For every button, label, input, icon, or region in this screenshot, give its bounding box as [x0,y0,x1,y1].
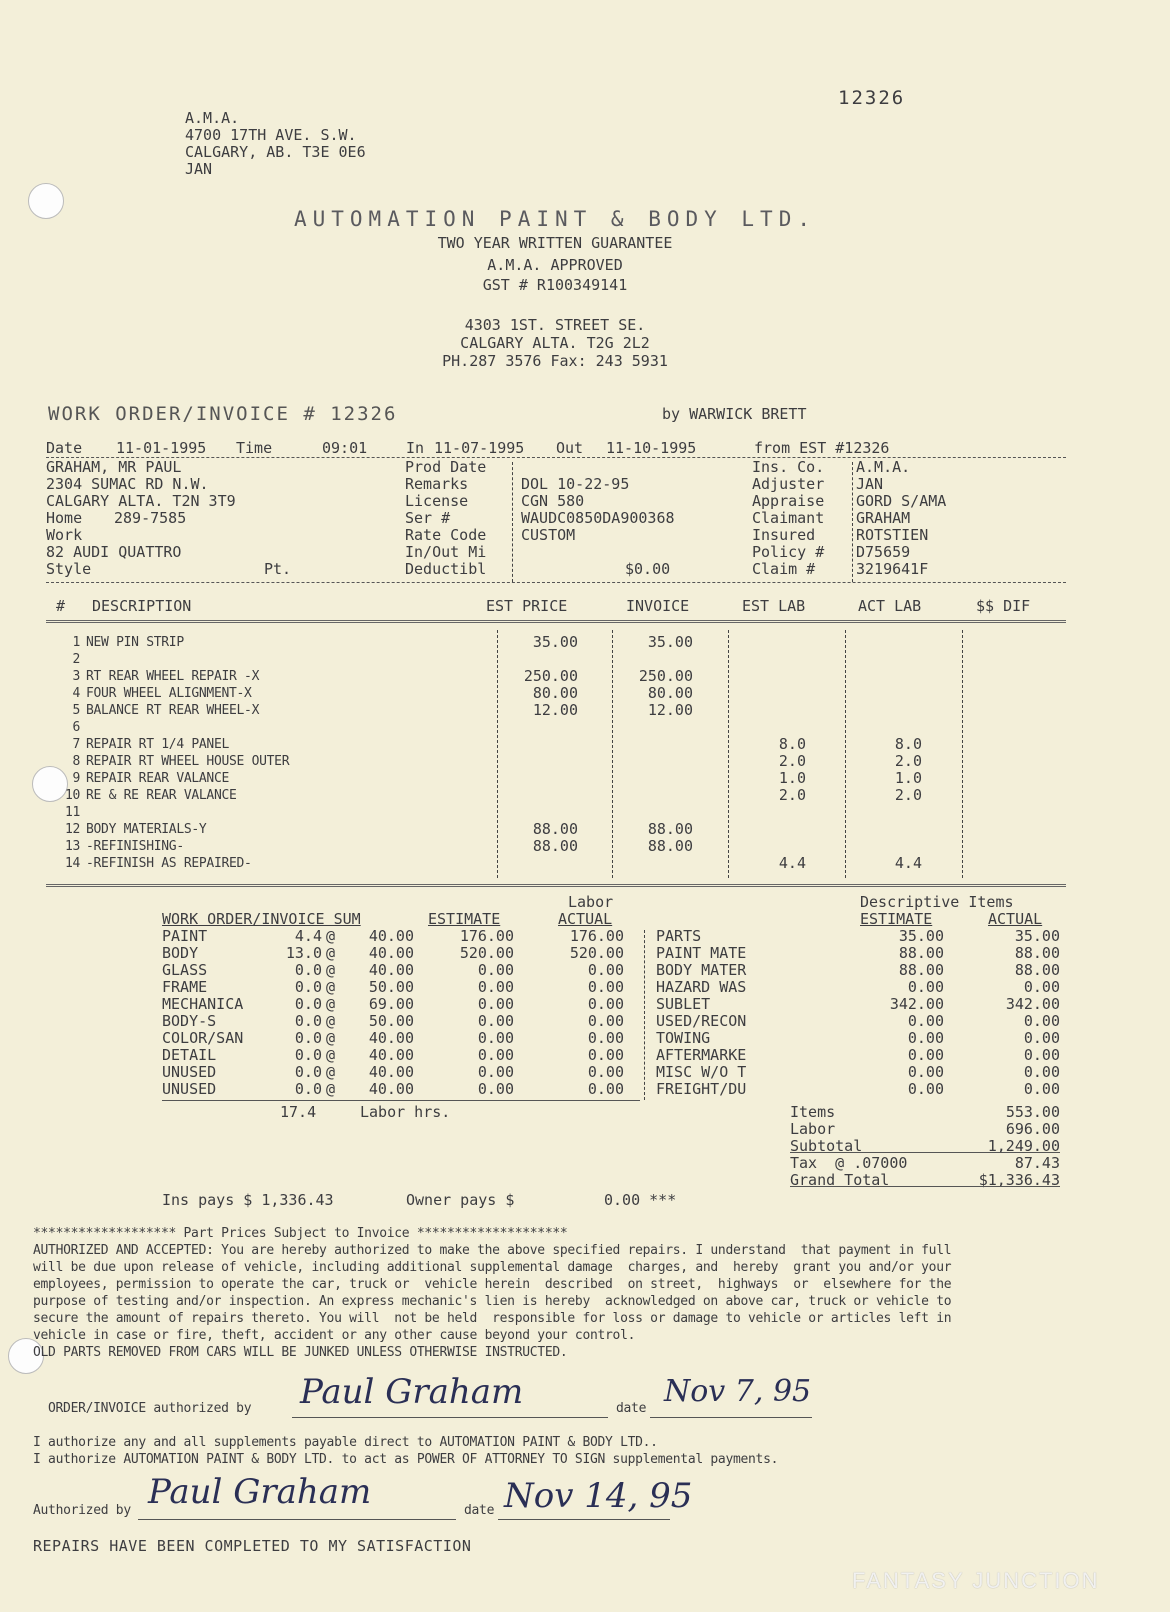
ins-pays: Ins pays $ 1,336.43 [162,1191,334,1209]
labor-actual: 0.00 [587,1012,624,1030]
desc-estimate: 35.00 [898,927,944,945]
at-symbol: @ [326,1012,336,1030]
item-description: -REFINISH AS REPAIRED- [86,856,252,871]
labor-actual: 0.00 [587,995,624,1013]
labor-estimate: 0.00 [477,978,514,996]
labor-rate: 40.00 [368,1080,414,1098]
labor-rate: 40.00 [368,927,414,945]
item-row [46,821,1066,838]
summary-row [0,1030,1170,1047]
divider [162,1100,640,1101]
col-dif: $$ DIF [976,597,1031,615]
item-number: 11 [64,805,80,820]
labor-hours: 0.0 [294,1029,322,1047]
adjuster-label: Adjuster [752,475,825,493]
item-description: NEW PIN STRIP [86,635,184,650]
time-label: Time [236,439,273,457]
labor-estimate: 0.00 [477,1029,514,1047]
divider [512,462,513,582]
at-symbol: @ [326,961,336,979]
at-symbol: @ [326,1080,336,1098]
item-est-lab: 2.0 [778,752,806,770]
date-value: 11-01-1995 [116,439,207,457]
customer-name: GRAHAM, MR PAUL [46,458,182,476]
item-row [46,787,1066,804]
deductible-label: Deductibl [405,560,487,578]
item-description: BODY MATERIALS-Y [86,822,207,837]
out-date: 11-10-1995 [606,439,697,457]
divider [852,462,853,582]
labor-hours: 0.0 [294,978,322,996]
claimant-label: Claimant [752,509,825,527]
summary-row [0,1013,1170,1030]
policy-value: D75659 [856,543,911,561]
customer-street: 2304 SUMAC RD N.W. [46,475,209,493]
item-number: 2 [72,652,80,667]
divider [46,620,1066,623]
labor-actual: 0.00 [587,1080,624,1098]
desc-estimate-label: ESTIMATE [860,910,933,928]
item-act-lab: 8.0 [894,735,922,753]
ins-co-value: A.M.A. [856,458,911,476]
handwritten-date: Nov 14, 95 [504,1476,693,1516]
labor-category: PAINT [162,927,208,945]
item-invoice: 88.00 [647,837,693,855]
item-number: 5 [72,703,80,718]
labor-estimate: 0.00 [477,995,514,1013]
labor-label: Labor [568,893,614,911]
item-description: BALANCE RT REAR WHEEL-X [86,703,260,718]
item-row [46,838,1066,855]
authorized-by-label: Authorized by [33,1503,131,1518]
desc-estimate: 88.00 [898,944,944,962]
item-act-lab: 2.0 [894,786,922,804]
desc-item: SUBLET [656,995,711,1013]
labor-hours: 0.0 [294,1012,322,1030]
supplement-line: I authorize any and all supplements payable direct to AUTOMATION PAINT & BODY LTD.. [33,1435,658,1450]
terms-line: purpose of testing and/or inspection. An express mechanic's lien is hereby acknowledged on above car, truck or vehicle to [33,1294,952,1309]
summary-row [0,1081,1170,1098]
home-label: Home [46,509,83,527]
divider [790,1152,1060,1153]
item-description: -REFINISHING- [86,839,184,854]
items-total-label: Items [790,1103,836,1121]
labor-rate: 40.00 [368,1029,414,1047]
company-address: 4303 1ST. STREET SE. [464,316,646,334]
summary-row [0,945,1170,962]
rate-code-label: Rate Code [405,526,487,544]
item-row [46,685,1066,702]
item-description: REPAIR REAR VALANCE [86,771,230,786]
out-label: Out [556,439,584,457]
appraise-value: GORD S/AMA [856,492,947,510]
claim-label: Claim # [752,560,816,578]
labor-total-label2: Labor [790,1120,836,1138]
items-header [46,598,1066,616]
item-row [46,804,1066,821]
labor-actual: 176.00 [569,927,624,945]
item-row [46,770,1066,787]
item-invoice: 35.00 [647,633,693,651]
desc-actual: 35.00 [1014,927,1060,945]
at-symbol: @ [326,978,336,996]
col-num: # [56,597,66,615]
completion-statement: REPAIRS HAVE BEEN COMPLETED TO MY SATISFACTION [33,1537,472,1555]
date-label: date [464,1503,495,1518]
labor-actual: 0.00 [587,1029,624,1047]
desc-estimate: 0.00 [907,1012,944,1030]
owner-pays-amount: 0.00 *** [604,1191,677,1209]
labor-hours: 0.0 [294,1063,322,1081]
item-row [46,855,1066,872]
labor-hours: 0.0 [294,1080,322,1098]
handwritten-date: Nov 7, 95 [664,1374,812,1409]
rate-code-value: CUSTOM [521,526,576,544]
labor-hours: 0.0 [294,1046,322,1064]
signature: Paul Graham [148,1472,372,1512]
item-est-price: 88.00 [532,820,578,838]
watermark: FANTASY JUNCTION [852,1568,1100,1593]
desc-actual-label: ACTUAL [988,910,1043,928]
desc-item: USED/RECON [656,1012,747,1030]
desc-actual: 0.00 [1023,1029,1060,1047]
item-row [46,702,1066,719]
item-number: 13 [64,839,80,854]
summary-row [0,979,1170,996]
address-line: JAN [185,160,213,178]
items-table [46,634,1066,884]
in-label: In [406,439,425,457]
signature-line [138,1519,456,1520]
item-number: 12 [64,822,80,837]
items-total-value: 553.00 [1005,1103,1060,1121]
desc-actual: 0.00 [1023,1012,1060,1030]
labor-category: UNUSED [162,1063,217,1081]
grand-total-label: Grand Total [790,1171,890,1189]
at-symbol: @ [326,1046,336,1064]
summary-title: WORK ORDER/INVOICE SUM [162,910,361,928]
item-est-lab: 1.0 [778,769,806,787]
divider [46,582,1066,583]
time-value: 09:01 [322,439,368,457]
item-description: REPAIR RT 1/4 PANEL [86,737,230,752]
item-description: RT REAR WHEEL REPAIR -X [86,669,260,684]
serial-value: WAUDC0850DA900368 [521,509,675,527]
col-est-lab: EST LAB [742,597,806,615]
summary-row [0,1064,1170,1081]
desc-actual: 0.00 [1023,1063,1060,1081]
summary-row [0,928,1170,945]
subtotal-label: Subtotal [790,1137,863,1155]
item-row [46,668,1066,685]
col-act-lab: ACT LAB [858,597,922,615]
item-number: 1 [72,635,80,650]
item-act-lab: 2.0 [894,752,922,770]
appraise-label: Appraise [752,492,825,510]
item-description: REPAIR RT WHEEL HOUSE OUTER [86,754,290,769]
labor-estimate: 0.00 [477,1012,514,1030]
prod-date-label: Prod Date [405,458,487,476]
labor-estimate: 0.00 [477,1080,514,1098]
desc-estimate: 0.00 [907,978,944,996]
labor-estimate: 0.00 [477,1063,514,1081]
item-description: FOUR WHEEL ALIGNMENT-X [86,686,252,701]
date-label: Date [46,439,83,457]
labor-category: GLASS [162,961,208,979]
customer-city: CALGARY ALTA. T2N 3T9 [46,492,236,510]
insured-label: Insured [752,526,816,544]
address-line: 4700 17TH AVE. S.W. [185,126,357,144]
divider [644,930,645,1100]
serial-label: Ser # [405,509,451,527]
labor-category: COLOR/SAN [162,1029,244,1047]
item-est-price: 12.00 [532,701,578,719]
terms-banner: ******************* Part Prices Subject to Invoice ******************** [33,1226,568,1241]
desc-items-label: Descriptive Items [860,893,1014,911]
at-symbol: @ [326,1029,336,1047]
remarks-label: Remarks [405,475,469,493]
labor-actual: 520.00 [569,944,624,962]
terms-line: AUTHORIZED AND ACCEPTED: You are hereby authorized to make the above specified repairs. I understand that payment in full [33,1243,952,1258]
item-description: RE & RE REAR VALANCE [86,788,237,803]
col-description: DESCRIPTION [92,597,192,615]
item-number: 6 [72,720,80,735]
signature: Paul Graham [300,1372,524,1412]
item-number: 3 [72,669,80,684]
home-phone: 289-7585 [114,509,187,527]
tax-label: Tax @ .07000 [790,1154,908,1172]
labor-estimate: 0.00 [477,961,514,979]
item-est-lab: 4.4 [778,854,806,872]
desc-estimate: 0.00 [907,1046,944,1064]
item-number: 10 [64,788,80,803]
divider [46,457,1066,458]
desc-actual: 0.00 [1023,1046,1060,1064]
labor-hours: 0.0 [294,961,322,979]
owner-pays: Owner pays $ [406,1191,515,1209]
grand-total-value: $1,336.43 [978,1171,1060,1189]
item-act-lab: 4.4 [894,854,922,872]
summary-row [0,1047,1170,1064]
at-symbol: @ [326,944,336,962]
divider [790,1186,1060,1187]
labor-rate: 50.00 [368,1012,414,1030]
desc-item: BODY MATER [656,961,747,979]
address-line: CALGARY, AB. T3E 0E6 [185,143,366,161]
company-address: CALGARY ALTA. T2G 2L2 [460,334,650,352]
labor-rate: 50.00 [368,978,414,996]
labor-category: BODY [162,944,199,962]
labor-category: UNUSED [162,1080,217,1098]
labor-rate: 69.00 [368,995,414,1013]
style-label: Style [46,560,92,578]
item-invoice: 80.00 [647,684,693,702]
item-est-price: 80.00 [532,684,578,702]
desc-actual: 88.00 [1014,944,1060,962]
date-line [650,1417,812,1418]
item-est-price: 35.00 [532,633,578,651]
desc-actual: 0.00 [1023,978,1060,996]
work-label: Work [46,526,83,544]
item-number: 14 [64,856,80,871]
in-out-mi-label: In/Out Mi [405,543,487,561]
at-symbol: @ [326,927,336,945]
labor-actual: 0.00 [587,978,624,996]
labor-actual: 0.00 [587,1046,624,1064]
labor-estimate: 520.00 [459,944,514,962]
summary-row [0,996,1170,1013]
divider [46,884,1066,887]
pt-label: Pt. [264,560,292,578]
adjuster-value: JAN [856,475,884,493]
policy-label: Policy # [752,543,825,561]
desc-actual: 88.00 [1014,961,1060,979]
item-est-lab: 8.0 [778,735,806,753]
desc-actual: 0.00 [1023,1080,1060,1098]
summary-row [0,962,1170,979]
labor-actual: 0.00 [587,961,624,979]
terms-line: will be due upon release of vehicle, including additional supplemental damage charges, and hereby grant you and/or your [33,1260,952,1275]
invoice-title: WORK ORDER/INVOICE # 12326 [48,403,398,425]
item-invoice: 250.00 [638,667,693,685]
labor-estimate: 0.00 [477,1046,514,1064]
item-row [46,634,1066,651]
claim-value: 3219641F [856,560,929,578]
divider [612,630,613,878]
license-value: CGN 580 [521,492,585,510]
desc-item: PAINT MATE [656,944,747,962]
desc-estimate: 342.00 [889,995,944,1013]
in-date: 11-07-1995 [434,439,525,457]
item-number: 7 [72,737,80,752]
claimant-value: GRAHAM [856,509,911,527]
desc-item: MISC W/O T [656,1063,747,1081]
insured-value: ROTSTIEN [856,526,929,544]
deductible-value: $0.00 [625,560,671,578]
desc-estimate: 0.00 [907,1080,944,1098]
terms-line: secure the amount of repairs thereto. You will not be held responsible for loss or damage to vehicle or articles left in [33,1311,952,1326]
labor-category: MECHANICA [162,995,244,1013]
signature-line [292,1417,608,1418]
desc-estimate: 0.00 [907,1063,944,1081]
labor-total-label: Labor hrs. [360,1103,451,1121]
item-est-price: 250.00 [523,667,578,685]
desc-item: PARTS [656,927,702,945]
labor-actual: 0.00 [587,1063,624,1081]
desc-item: FREIGHT/DU [656,1080,747,1098]
terms-line: employees, permission to operate the car, truck or vehicle herein described on street, highways or elsewhere for the [33,1277,952,1292]
labor-hours: 13.0 [285,944,322,962]
labor-rate: 40.00 [368,944,414,962]
company-line: GST # R100349141 [482,276,628,294]
labor-category: DETAIL [162,1046,217,1064]
desc-item: AFTERMARKE [656,1046,747,1064]
company-line: A.M.A. APPROVED [487,256,623,274]
auth-label: ORDER/INVOICE authorized by [48,1401,252,1416]
item-invoice: 12.00 [647,701,693,719]
doc-number: 12326 [838,87,906,109]
tax-value: 87.43 [1014,1154,1060,1172]
remarks-value: DOL 10-22-95 [521,475,630,493]
divider [962,630,963,878]
at-symbol: @ [326,1063,336,1081]
labor-hours: 4.4 [294,927,322,945]
col-est-price: EST PRICE [486,597,568,615]
labor-total-hrs: 17.4 [280,1103,317,1121]
labor-hours: 0.0 [294,995,322,1013]
company-phone: PH.287 3576 Fax: 243 5931 [442,352,668,370]
item-row [46,651,1066,668]
divider [728,630,729,878]
labor-estimate-label: ESTIMATE [428,910,501,928]
item-number: 9 [72,771,80,786]
labor-total-value: 696.00 [1005,1120,1060,1138]
date-label: date [616,1401,647,1416]
labor-category: BODY-S [162,1012,217,1030]
vehicle: 82 AUDI QUATTRO [46,543,182,561]
item-row [46,736,1066,753]
labor-actual-label: ACTUAL [558,910,613,928]
item-est-lab: 2.0 [778,786,806,804]
by-label: by WARWICK BRETT [662,405,807,423]
desc-item: HAZARD WAS [656,978,747,996]
at-symbol: @ [326,995,336,1013]
labor-category: FRAME [162,978,208,996]
desc-estimate: 88.00 [898,961,944,979]
address-line: A.M.A. [185,109,240,127]
supplement-line: I authorize AUTOMATION PAINT & BODY LTD. to act as POWER OF ATTORNEY TO SIGN supplemental payments. [33,1452,779,1467]
terms-line: OLD PARTS REMOVED FROM CARS WILL BE JUNKED UNLESS OTHERWISE INSTRUCTED. [33,1345,568,1360]
divider [845,630,846,878]
from-est: from EST #12326 [754,439,890,457]
desc-estimate: 0.00 [907,1029,944,1047]
company-line: TWO YEAR WRITTEN GUARANTEE [437,234,673,252]
header-line [46,440,1066,458]
terms-line: vehicle in case or fire, theft, accident or any other cause beyond your control. [33,1328,636,1343]
item-est-price: 88.00 [532,837,578,855]
divider [497,630,498,878]
item-row [46,719,1066,736]
item-invoice: 88.00 [647,820,693,838]
subtotal-value: 1,249.00 [987,1137,1060,1155]
labor-rate: 40.00 [368,1063,414,1081]
date-line [498,1519,670,1520]
desc-item: TOWING [656,1029,711,1047]
labor-estimate: 176.00 [459,927,514,945]
summary-table [0,928,1170,1103]
labor-rate: 40.00 [368,1046,414,1064]
item-row [46,753,1066,770]
col-invoice: INVOICE [626,597,690,615]
license-label: License [405,492,469,510]
item-number: 8 [72,754,80,769]
labor-rate: 40.00 [368,961,414,979]
desc-actual: 342.00 [1005,995,1060,1013]
ins-co-label: Ins. Co. [752,458,825,476]
company-name: AUTOMATION PAINT & BODY LTD. [293,207,816,231]
item-act-lab: 1.0 [894,769,922,787]
item-number: 4 [72,686,80,701]
